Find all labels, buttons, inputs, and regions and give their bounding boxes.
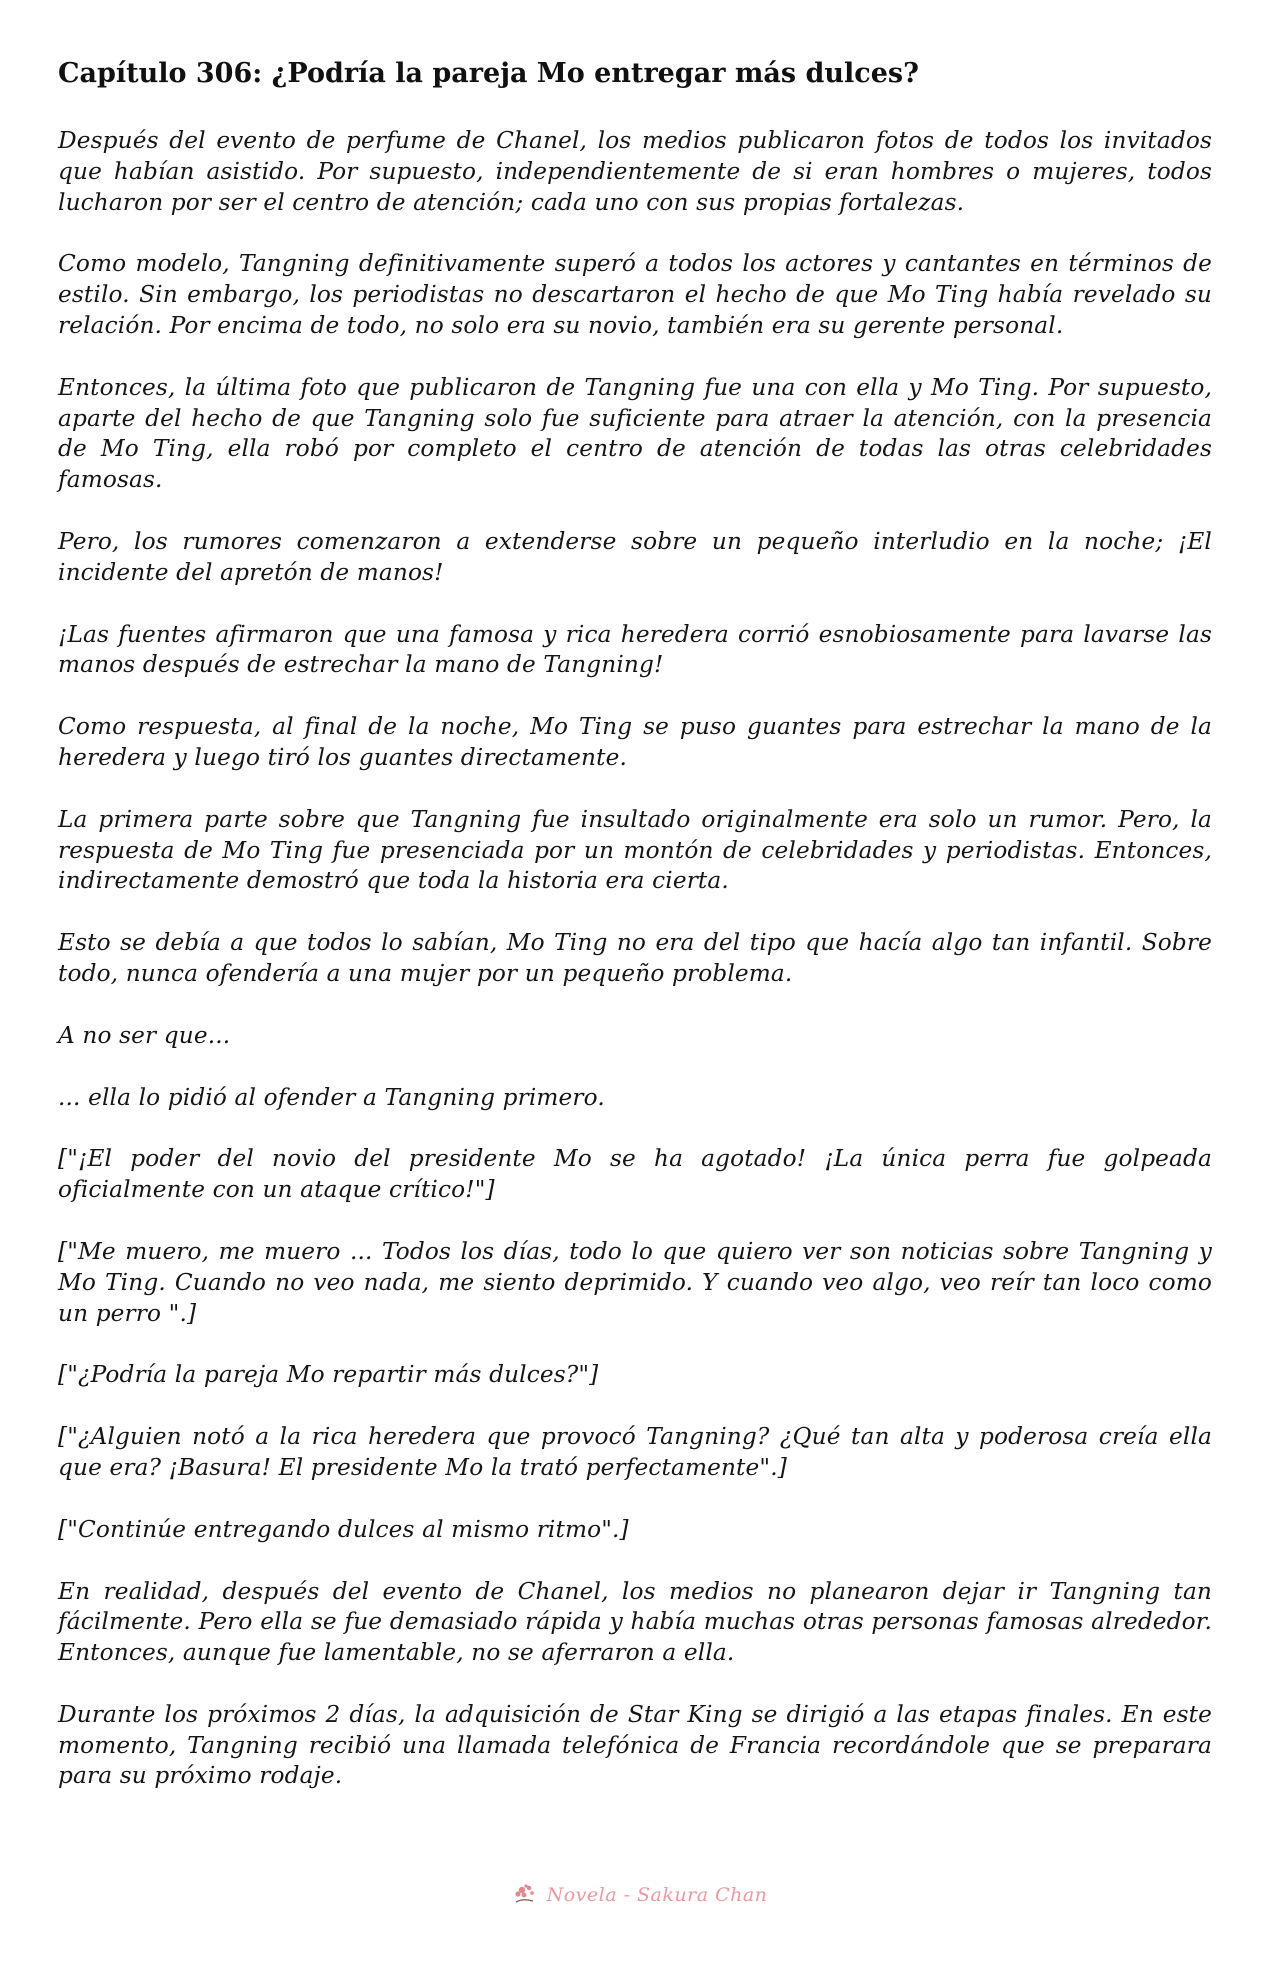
paragraph: Pero, los rumores comenzaron a extenderse sobre un pequeño interludio en la noche; ¡El incidente del apretón de manos! [58, 527, 1212, 586]
chapter-title: Capítulo 306: ¿Podría la pareja Mo entregar más dulces? [58, 58, 919, 89]
paragraph: ¡Las fuentes afirmaron que una famosa y rica heredera corrió esnobiosamente para lavarse las manos después de estrechar la mano de Tangning! [58, 620, 1212, 679]
paragraph: Entonces, la última foto que publicaron de Tangning fue una con ella y Mo Ting. Por supuesto, aparte del hecho de que Tangning solo fue suficiente para atraer la atención, con la presencia de Mo Ting, ella robó por completo el centro de atención de todas las otras celebridades famosas. [58, 373, 1212, 494]
comment-quote: ["¿Podría la pareja Mo repartir más dulces?"] [58, 1361, 599, 1389]
comment-quote: ["¿Alguien notó a la rica heredera que provocó Tangning? ¿Qué tan alta y poderosa creía ella que era? ¡Basura! El presidente Mo la trató perfectamente".] [58, 1423, 1212, 1481]
paragraph: ... ella lo pidió al ofender a Tangning primero. [58, 1083, 605, 1111]
comment-quote: ["¡El poder del novio del presidente Mo se ha agotado! ¡La única perra fue golpeada oficialmente con un ataque crítico!"] [58, 1145, 1212, 1204]
chapter-content [58, 54, 1212, 1823]
paragraph: Después del evento de perfume de Chanel, los medios publicaron fotos de todos los invitados que habían asistido. Por supuesto, independientemente de si eran hombres o mujeres, todos lucharon por ser el centro de atención; cada uno con sus propias fortalezas. [58, 127, 1212, 216]
watermark-text: Novela - Sakura Chan [546, 1884, 768, 1906]
paragraph: Como modelo, Tangning definitivamente superó a todos los actores y cantantes en términos de estilo. Sin embargo, los periodistas no descartaron el hecho de que Mo Ting había revelado su relación. Por encima de todo, no solo era su novio, también era su gerente personal. [58, 250, 1212, 339]
paragraph: A no ser que... [58, 1021, 231, 1049]
comment-quote: ["Continúe entregando dulces al mismo ritmo".] [58, 1515, 629, 1543]
paragraph: En realidad, después del evento de Chanel, los medios no planearon dejar ir Tangning tan fácilmente. Pero ella se fue demasiado rápida y había muchas otras personas famosas alrededor. Entonces, aunque fue lamentable, no se aferraron a ella. [58, 1577, 1212, 1667]
paragraph: Durante los próximos 2 días, la adquisición de Star King se dirigió a las etapas finales. En este momento, Tangning recibió una llamada telefónica de Francia recordándole que se preparara para su próximo rodaje. [58, 1700, 1212, 1790]
comment-quote: ["Me muero, me muero ... Todos los días, todo lo que quiero ver son noticias sobre Tangning y Mo Ting. Cuando no veo nada, me siento deprimido. Y cuando veo algo, veo reír tan loco como un perro ".] [58, 1237, 1212, 1327]
paragraph: La primera parte sobre que Tangning fue insultado originalmente era solo un rumor. Pero, la respuesta de Mo Ting fue presenciada por un montón de celebridades y periodistas. Entonces, indirectamente demostró que toda la historia era cierta. [58, 805, 1212, 895]
paragraph: Esto se debía a que todos lo sabían, Mo Ting no era del tipo que hacía algo tan infantil. Sobre todo, nunca ofendería a una mujer por un pequeño problema. [58, 929, 1212, 987]
paragraph: Como respuesta, al final de la noche, Mo Ting se puso guantes para estrechar la mano de la heredera y luego tiró los guantes directamente. [58, 713, 1212, 771]
sakura-flower-icon [513, 1882, 539, 1908]
watermark [0, 1877, 1280, 1913]
